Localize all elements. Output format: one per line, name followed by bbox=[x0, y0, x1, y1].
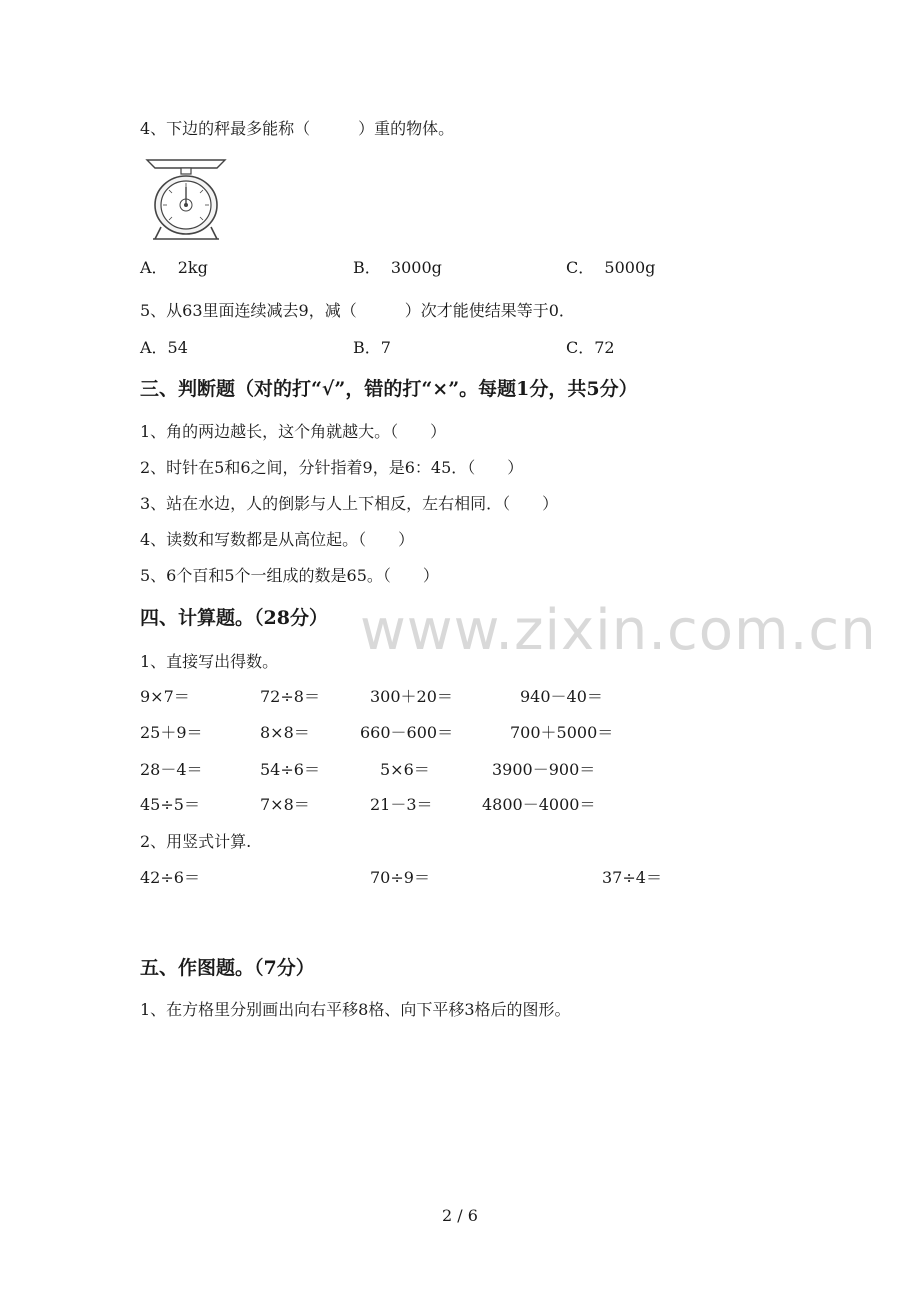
calc-cell: 8×8＝ bbox=[260, 723, 310, 742]
calc-cell: 5×6＝ bbox=[380, 760, 430, 779]
q5-option-c: C．72 bbox=[566, 338, 615, 357]
calc-cell: 25＋9＝ bbox=[140, 723, 203, 742]
q4-option-c: C． 5000g bbox=[566, 258, 656, 277]
judge-item-5: 5、6个百和5个一组成的数是65。（ ） bbox=[140, 566, 439, 585]
calc-cell: 54÷6＝ bbox=[260, 760, 320, 779]
section-5-heading: 五、作图题。（7分） bbox=[140, 957, 315, 979]
watermark: www.zixin.com.cn bbox=[360, 598, 877, 663]
q5-option-b: B．7 bbox=[353, 338, 391, 357]
judge-item-2: 2、时针在5和6之间，分针指着9，是6：45．（ ） bbox=[140, 458, 524, 477]
calc-cell: 300＋20＝ bbox=[370, 687, 453, 706]
section-4-heading: 四、计算题。（28分） bbox=[140, 607, 328, 629]
calc-cell: 940－40＝ bbox=[520, 687, 603, 706]
calc-cell: 3900－900＝ bbox=[492, 760, 596, 779]
calc-sub-2: 2、用竖式计算. bbox=[140, 832, 252, 851]
calc-cell: 21－3＝ bbox=[370, 795, 433, 814]
calc-cell: 45÷5＝ bbox=[140, 795, 200, 814]
q4-option-a: A． 2kg bbox=[140, 258, 208, 277]
judge-item-3: 3、站在水边，人的倒影与人上下相反，左右相同．（ ） bbox=[140, 494, 559, 513]
calc-cell: 9×7＝ bbox=[140, 687, 190, 706]
calc-cell: 28－4＝ bbox=[140, 760, 203, 779]
judge-item-4: 4、读数和写数都是从高位起。（ ） bbox=[140, 530, 415, 549]
vertical-calc-1: 42÷6＝ bbox=[140, 868, 200, 887]
kitchen-scale-image bbox=[143, 155, 229, 241]
page-number: 2 / 6 bbox=[442, 1206, 478, 1225]
judge-item-1: 1、角的两边越长，这个角就越大。（ ） bbox=[140, 422, 447, 441]
drawing-item-1: 1、在方格里分别画出向右平移8格、向下平移3格后的图形。 bbox=[140, 1000, 571, 1019]
q4-option-b: B． 3000g bbox=[353, 258, 442, 277]
q5-option-a: A．54 bbox=[140, 338, 188, 357]
vertical-calc-2: 70÷9＝ bbox=[370, 868, 430, 887]
calc-cell: 660－600＝ bbox=[360, 723, 454, 742]
section-3-heading: 三、判断题（对的打“√”，错的打“×”。每题1分，共5分） bbox=[140, 378, 638, 400]
calc-cell: 700＋5000＝ bbox=[510, 723, 614, 742]
calc-cell: 4800－4000＝ bbox=[482, 795, 596, 814]
calc-sub-1: 1、直接写出得数。 bbox=[140, 652, 279, 671]
calc-cell: 72÷8＝ bbox=[260, 687, 320, 706]
question-4-text: 4、下边的秤最多能称（ ）重的物体。 bbox=[140, 119, 455, 138]
calc-cell: 7×8＝ bbox=[260, 795, 310, 814]
vertical-calc-3: 37÷4＝ bbox=[602, 868, 662, 887]
question-5-text: 5、从63里面连续减去9，减（ ）次才能使结果等于0． bbox=[140, 301, 575, 320]
